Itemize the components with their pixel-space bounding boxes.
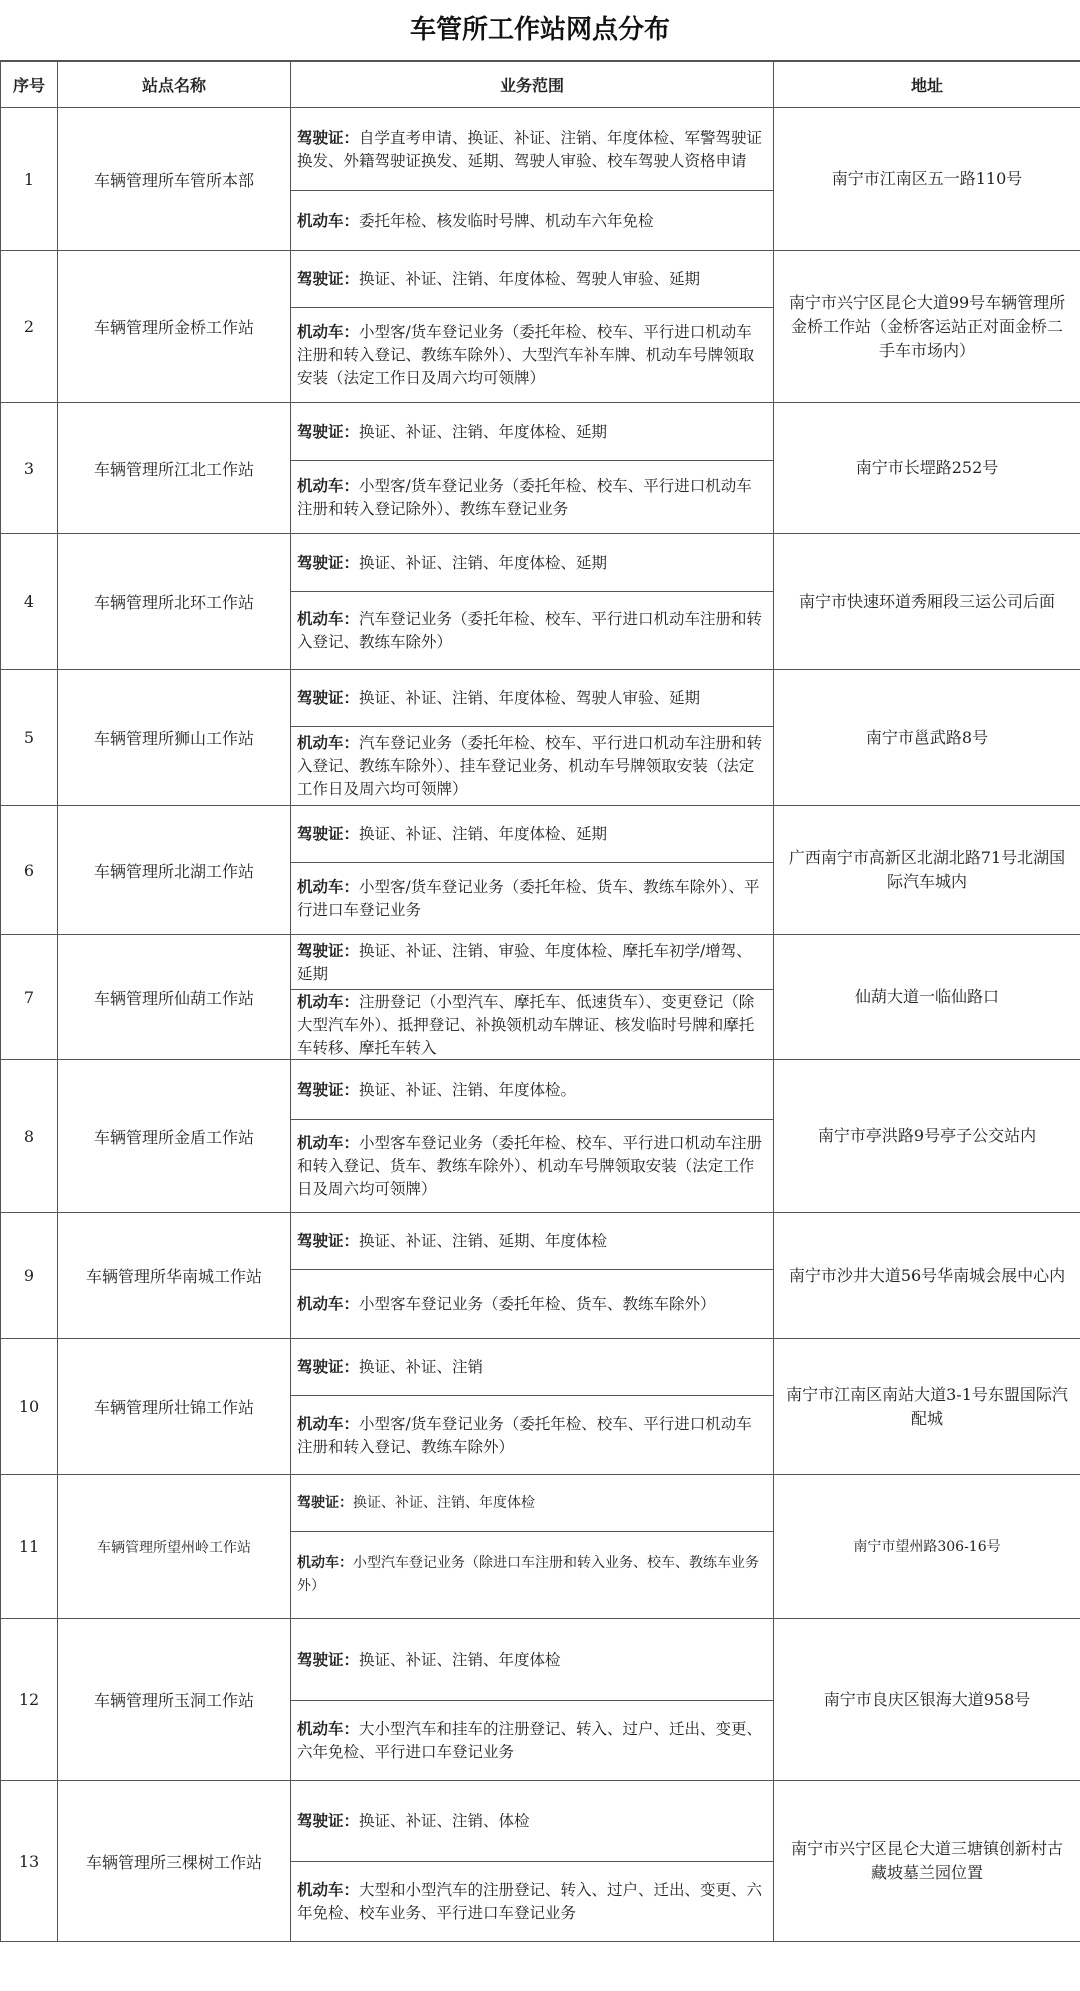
station-name: 车辆管理所江北工作站 — [58, 403, 291, 534]
station-name: 车辆管理所北环工作站 — [58, 534, 291, 670]
vehicle-label: 机动车： — [297, 1880, 360, 1899]
row-number: 2 — [1, 251, 58, 403]
station-address: 南宁市江南区南站大道3-1号东盟国际汽配城 — [774, 1339, 1080, 1475]
row-number: 1 — [1, 108, 58, 251]
license-business — [291, 935, 773, 989]
table-row — [1, 1619, 1080, 1781]
vehicle-label: 机动车： — [297, 1555, 353, 1571]
table-body — [1, 108, 1080, 1942]
vehicle-business — [291, 307, 773, 402]
header-name: 站点名称 — [58, 62, 291, 108]
license-business — [291, 1213, 773, 1269]
station-name: 车辆管理所华南城工作站 — [58, 1213, 291, 1339]
license-business — [291, 1339, 773, 1395]
station-address: 南宁市兴宁区昆仑大道99号车辆管理所金桥工作站（金桥客运站正对面金桥二手车市场内） — [774, 251, 1080, 403]
vehicle-business — [291, 1531, 773, 1618]
vehicle-label: 机动车： — [297, 877, 360, 896]
license-text: 换证、补证、注销、审验、年度体检、摩托车初学/增驾、延期 — [297, 941, 752, 983]
vehicle-text: 小型客车登记业务（委托年检、货车、教练车除外） — [359, 1295, 716, 1313]
business-scope — [291, 1475, 774, 1619]
station-name: 车辆管理所北湖工作站 — [58, 806, 291, 935]
vehicle-label: 机动车： — [297, 1719, 360, 1738]
license-label: 驾驶证： — [297, 1231, 360, 1250]
vehicle-label: 机动车： — [297, 733, 360, 752]
row-number: 12 — [1, 1619, 58, 1781]
business-scope — [291, 806, 774, 935]
table-row — [1, 1060, 1080, 1213]
vehicle-business — [291, 591, 773, 669]
vehicle-text: 委托年检、核发临时号牌、机动车六年免检 — [359, 211, 654, 230]
license-label: 驾驶证： — [297, 1357, 360, 1376]
business-scope — [291, 1619, 774, 1781]
business-scope — [291, 403, 774, 534]
vehicle-business — [291, 726, 773, 805]
table-row — [1, 806, 1080, 935]
license-label: 驾驶证： — [297, 824, 360, 843]
vehicle-label: 机动车： — [297, 210, 360, 230]
vehicle-label: 机动车： — [297, 609, 360, 628]
row-number: 11 — [1, 1475, 58, 1619]
table-row — [1, 251, 1080, 403]
row-number: 5 — [1, 670, 58, 806]
license-text: 换证、补证、注销、年度体检。 — [359, 1080, 577, 1099]
vehicle-business — [291, 1861, 773, 1941]
license-business — [291, 403, 773, 460]
vehicle-business — [291, 1395, 773, 1474]
station-address: 仙葫大道一临仙路口 — [774, 935, 1080, 1060]
station-address: 南宁市江南区五一路110号 — [774, 108, 1080, 251]
row-number: 9 — [1, 1213, 58, 1339]
vehicle-text: 小型客/货车登记业务（委托年检、货车、教练车除外）、平行进口车登记业务 — [297, 878, 760, 919]
business-scope — [291, 935, 774, 1060]
license-label: 驾驶证： — [297, 688, 360, 707]
station-name: 车辆管理所三棵树工作站 — [58, 1781, 291, 1942]
station-address: 广西南宁市高新区北湖北路71号北湖国际汽车城内 — [774, 806, 1080, 935]
station-address: 南宁市邕武路8号 — [774, 670, 1080, 806]
vehicle-business — [291, 862, 773, 934]
license-text: 换证、补证、注销、年度体检、延期 — [359, 422, 608, 441]
vehicle-business — [291, 989, 773, 1059]
station-name: 车辆管理所壮锦工作站 — [58, 1339, 291, 1475]
business-scope — [291, 251, 774, 403]
table-row — [1, 1339, 1080, 1475]
license-business — [291, 1060, 773, 1119]
license-label: 驾驶证： — [297, 1811, 360, 1830]
license-label: 驾驶证： — [297, 269, 360, 288]
table-row — [1, 670, 1080, 806]
table-row — [1, 935, 1080, 1060]
row-number: 8 — [1, 1060, 58, 1213]
table-row — [1, 534, 1080, 670]
station-address: 南宁市长堽路252号 — [774, 403, 1080, 534]
page-title: 车管所工作站网点分布 — [0, 0, 1080, 61]
station-name: 车辆管理所车管所本部 — [58, 108, 291, 251]
vehicle-business — [291, 1119, 773, 1212]
business-scope — [291, 1060, 774, 1213]
header-biz: 业务范围 — [291, 62, 774, 108]
vehicle-text: 小型客/货车登记业务（委托年检、校车、平行进口机动车注册和转入登记除外）、教练车登记业务 — [297, 476, 752, 518]
license-text: 换证、补证、注销、年度体检、延期 — [359, 825, 608, 843]
table-row — [1, 403, 1080, 534]
station-name: 车辆管理所金盾工作站 — [58, 1060, 291, 1213]
license-text: 换证、补证、注销、年度体检、延期 — [359, 553, 608, 572]
station-address: 南宁市望州路306-16号 — [774, 1475, 1080, 1619]
license-text: 换证、补证、注销、年度体检、驾驶人审验、延期 — [359, 689, 701, 707]
vehicle-label: 机动车： — [297, 322, 360, 341]
station-name: 车辆管理所金桥工作站 — [58, 251, 291, 403]
vehicle-business — [291, 190, 773, 250]
license-text: 换证、补证、注销、延期、年度体检 — [359, 1232, 608, 1250]
table-row — [1, 1475, 1080, 1619]
row-number: 3 — [1, 403, 58, 534]
vehicle-business — [291, 1700, 773, 1780]
vehicle-label: 机动车： — [297, 991, 360, 1011]
license-label: 驾驶证： — [297, 552, 360, 572]
table-row — [1, 1781, 1080, 1942]
vehicle-text: 汽车登记业务（委托年检、校车、平行进口机动车注册和转入登记、教练车除外） — [297, 610, 763, 651]
row-number: 4 — [1, 534, 58, 670]
license-text: 换证、补证、注销、体检 — [359, 1812, 530, 1830]
license-business — [291, 1619, 773, 1700]
business-scope — [291, 670, 774, 806]
vehicle-text: 小型汽车登记业务（除进口车注册和转入业务、校车、教练车业务外） — [297, 1555, 759, 1594]
license-label: 驾驶证： — [297, 127, 360, 147]
vehicle-label: 机动车： — [297, 475, 360, 495]
license-label: 驾驶证： — [297, 940, 360, 960]
vehicle-text: 小型客车登记业务（委托年检、校车、平行进口机动车注册和转入登记、货车、教练车除外）、机动车号牌领取安装（法定工作日及周六均可领牌） — [297, 1134, 763, 1198]
business-scope — [291, 108, 774, 251]
license-text: 自学直考申请、换证、补证、注销、年度体检、军警驾驶证换发、外籍驾驶证换发、延期、驾驶人审验、校车驾驶人资格申请 — [297, 128, 763, 170]
vehicle-text: 大型和小型汽车的注册登记、转入、过户、迁出、变更、六年免检、校车业务、平行进口车登记业务 — [297, 1881, 763, 1922]
table-row — [1, 108, 1080, 251]
row-number: 6 — [1, 806, 58, 935]
license-text: 换证、补证、注销、年度体检 — [353, 1494, 535, 1511]
license-label: 驾驶证： — [297, 1649, 360, 1669]
vehicle-text: 注册登记（小型汽车、摩托车、低速货车）、变更登记（除大型汽车外）、抵押登记、补换领机动车牌证、核发临时号牌和摩托车转移、摩托车转入 — [297, 992, 755, 1057]
business-scope — [291, 1781, 774, 1942]
license-text: 换证、补证、注销 — [359, 1358, 484, 1376]
header-no: 序号 — [1, 62, 58, 108]
table-header-row — [1, 62, 1080, 108]
license-text: 换证、补证、注销、年度体检 — [359, 1650, 561, 1669]
vehicle-text: 小型客/货车登记业务（委托年检、校车、平行进口机动车注册和转入登记、教练车除外）、大型汽车补车牌、机动车号牌领取安装（法定工作日及周六均可领牌） — [297, 323, 755, 387]
license-label: 驾驶证： — [297, 1079, 360, 1099]
station-name: 车辆管理所玉洞工作站 — [58, 1619, 291, 1781]
business-scope — [291, 1339, 774, 1475]
license-business — [291, 670, 773, 726]
business-scope — [291, 534, 774, 670]
license-text: 换证、补证、注销、年度体检、驾驶人审验、延期 — [359, 270, 701, 288]
license-business — [291, 108, 773, 190]
license-label: 驾驶证： — [297, 421, 360, 441]
vehicle-text: 大小型汽车和挂车的注册登记、转入、过户、迁出、变更、六年免检、平行进口车登记业务 — [297, 1720, 763, 1761]
business-scope — [291, 1213, 774, 1339]
station-address: 南宁市沙井大道56号华南城会展中心内 — [774, 1213, 1080, 1339]
row-number: 10 — [1, 1339, 58, 1475]
vehicle-business — [291, 1269, 773, 1338]
license-business — [291, 1475, 773, 1531]
station-name: 车辆管理所狮山工作站 — [58, 670, 291, 806]
vehicle-label: 机动车： — [297, 1294, 360, 1313]
vehicle-business — [291, 460, 773, 533]
station-address: 南宁市良庆区银海大道958号 — [774, 1619, 1080, 1781]
station-address: 南宁市快速环道秀厢段三运公司后面 — [774, 534, 1080, 670]
header-addr: 地址 — [774, 62, 1080, 108]
row-number: 13 — [1, 1781, 58, 1942]
table-row — [1, 1213, 1080, 1339]
station-name: 车辆管理所望州岭工作站 — [58, 1475, 291, 1619]
vehicle-label: 机动车： — [297, 1133, 360, 1152]
row-number: 7 — [1, 935, 58, 1060]
license-label: 驾驶证： — [297, 1494, 353, 1511]
license-business — [291, 251, 773, 307]
station-name: 车辆管理所仙葫工作站 — [58, 935, 291, 1060]
station-address: 南宁市亭洪路9号亭子公交站内 — [774, 1060, 1080, 1213]
vehicle-label: 机动车： — [297, 1413, 360, 1433]
vehicle-text: 汽车登记业务（委托年检、校车、平行进口机动车注册和转入登记、教练车除外）、挂车登记业务、机动车号牌领取安装（法定工作日及周六均可领牌） — [297, 734, 763, 798]
station-address: 南宁市兴宁区昆仑大道三塘镇创新村古藏坡墓兰园位置 — [774, 1781, 1080, 1942]
license-business — [291, 534, 773, 591]
vehicle-text: 小型客/货车登记业务（委托年检、校车、平行进口机动车注册和转入登记、教练车除外） — [297, 1414, 752, 1456]
license-business — [291, 1781, 773, 1861]
license-business — [291, 806, 773, 862]
station-table — [0, 61, 1080, 1942]
